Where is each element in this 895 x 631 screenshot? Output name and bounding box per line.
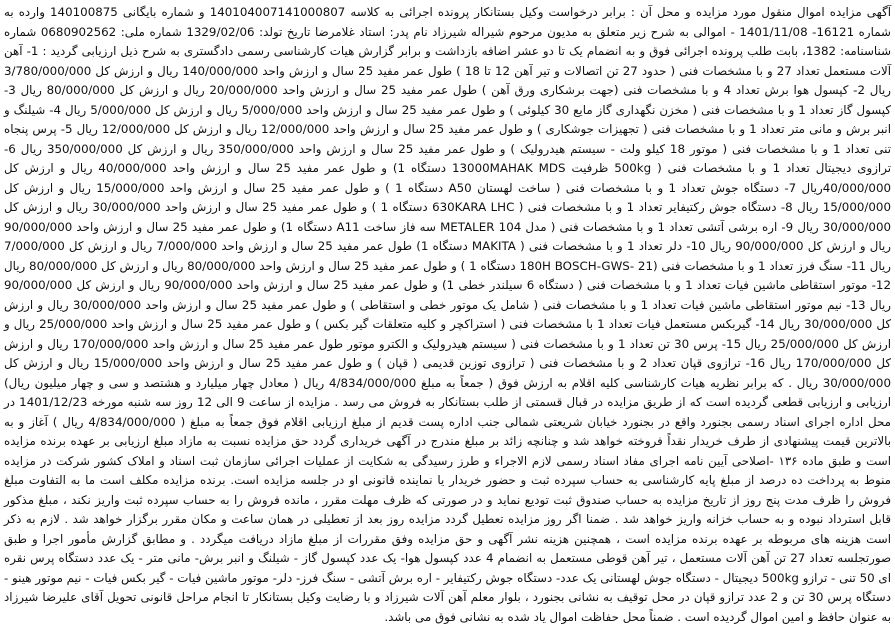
auction-notice-text: آگهی مزایده اموال منقول مورد مزایده و محل آن : برابر درخواست وکیل بستانکار پرونده اجرائی به کلاسه 140104007141000807 و شماره بایگانی 140100875 وارده به شماره 16121- 1401/11/08 - اموالی به شرح زیر متعلق به مدیون مرحوم شیراله شیرزاد نام پدر: استاد غلامرضا تاریخ تولد: 1329/02/06 شماره ملی: 0680902562 شماره شناسنامه: 1382، بابت طلب پرونده اجرائی فوق و به انضمام یک تا دو عشر اضافه بازداشت و برابر گزارش هیات کارشناسی رسمی دادگستری به شرح ذیل ارزیابی گردید : 1- آهن آلات مستعمل تعداد 27 و با مشخصات فنی ( حدود 27 تن اتصالات و تیر آهن 12 تا 18 ) طول عمر مفید 25 سال و ارزش واحد 140/000/000 ریال و ارزش کل 3/780/000/000 ریال 2- کپسول هوا برش تعداد 4 و با مشخصات فنی (جهت برشکاری ورق آهن ) طول عمر مفید 25 سال و ارزش واحد 20/000/000 ریال و ارزش کل 80/000/000 ریال 3- کپسول گاز تعداد 1 و با مشخصات فنی ( مخزن نگهداری گاز مایع 30 کیلوئی ) و طول عمر مفید 25 سال و ارزش واحد 5/000/000 ریال و ارزش کل 5/000/000 ریال 4- شیلنگ و انبر برش و مانی متر تعداد 1 و با مشخصات فنی ( تجهیزات جوشکاری ) و طول عمر مفید 25 سال و ارزش واحد 12/000/000 ریال و ارزش کل 12/000/000 ریال 5- پرس پنجاه تنی تعداد 1 و با مشخصات فنی ( موتور 18 کیلو ولت - سیستم هیدرولیک ) و طول عمر مفید 25 سال و ارزش واحد 350/000/000 ریال و ارزش کل 350/000/000 ریال 6- ترازوی دیجیتال تعداد 1 و با مشخصات فنی ( 500kg ظرفیت 13000MAHAK MDS دستگاه 1) و طول عمر مفید 25 سال و ارزش واحد 40/000/000 ریال و ارزش کل 40/000/000ریال 7- دستگاه جوش تعداد 1 و با مشخصات فنی ( ساخت لهستان A50 دستگاه 1 ) و طول عمر مفید 25 سال و ارزش واحد 15/000/000 ریال و ارزش کل 15/000/000 ریال 8- دستگاه جوش رکتیفایر تعداد 1 و با مشخصات فنی ( 630KARA LHC دستگاه 1 ) و طول عمر مفید 25 سال و ارزش واحد 30/000/000 ریال و ارزش کل 30/000/000 ریال 9- اره برشی آتشی تعداد 1 و با مشخصات فنی ( مدل 104 METALER سه فاز ساخت A11 دستگاه 1) و طول عمر مفید 25 سال و ارزش واحد 90/000/000 ریال و ارزش کل 90/000/000 ریال 10- دلر تعداد 1 و با مشخصات فنی ( MAKITA دستگاه 1) طول عمر مفید 25 سال و ارزش واحد 7/000/000 ریال و ارزش کل 7/000/000 ریال 11- سنگ فرز تعداد 1 و با مشخصات فنی (21 -180H BOSCH-GWS دستگاه 1 ) و طول عمر مفید 25 سال و ارزش واحد 80/000/000 ریال و ارزش کل 80/000/000 ریال 12- موتور استقاطی ماشین فیات تعداد 1 و با مشخصات فنی ( دستگاه 6 سیلندر خطی 1) و طول عمر مفید 25 سال و ارزش واحد 90/000/000 ریال و ارزش کل 90/000/000 ریال 13- نیم موتور استقاطی ماشین فیات تعداد 1 و با مشخصات فنی ( شامل یک موتور خطی و استقاطی ) و طول عمر مفید 25 سال و ارزش واحد 30/000/000 ریال و ارزش کل 30/000/000 ریال 14- گیربکس مستعمل فیات تعداد 1 با مشخصات فنی ( استراکچر و کلیه متعلقات گیر بکس ) و طول عمر مفید 25 سال و ارزش واحد 25/000/000 ریال و ارزش کل 25/000/000 ریال 15- پرس 30 تن تعداد 1 و با مشخصات فنی ( سیستم هیدرولیک و الکترو موتور طول عمر مفید 25 سال و ارزش واحد 170/000/000 ریال و ارزش کل 170/000/000 ریال 16- ترازوی قپان تعداد 2 و با مشخصات فنی ( ترازوی توزین قدیمی ( قپان ) و طول عمر مفید 25 سال و ارزش واحد 15/000/000 ریال و ارزش کل 30/000/000 ریال . که برابر نظریه هیات کارشناسی کلیه اقلام به ارزش فوق ( جمعاً به مبلغ 4/834/000/000 ریال ( معادل چهار میلیارد و هشتصد و سی و چهار میلیون ریال) ارزیابی و ارزیابی قطعی گردیده است که از طریق مزایده در قبال قسمتی از طلب بستانکار به فروش می رسد . مزایده از ساعت 9 الی 12 روز سه شنبه مورخه 1401/12/23 در محل اداره اجرای اسناد رسمی بجنورد واقع در بجنورد خیابان شریعتی شمالی جنب اداره پست قدیم از مبلغ ارزیابی اقلام فوق جمعاً به مبلغ ( 4/834/000/000 ریال ) آغاز و به بالاترین قیمت پیشنهادی از طرف خریدار نقداً فروخته خواهد شد و چنانچه زائد بر مبلغ مندرج در آگهی خریداری گردد حق مزایده نسبت به مازاد مبلغ ارزیابی بر عهده برنده مزایده است و طبق ماده ۱۳۶ -اصلاحی آیین نامه اجرای مفاد اسناد رسمی لازم الاجراء و طرز رسیدگی به شکایت از عملیات اجرائی سازمان ثبت اسناد و املاک کشور شرکت در مزایده منوط به پرداخت ده درصد از مبلغ پایه کارشناسی به حساب سپرده ثبت و حضور خریدار یا نماینده قانونی او در جلسه مزایده است. برنده مزایده مکلف است ما به التفاوت مبلغ فروش را ظرف مدت پنج روز از تاریخ مزایده به حساب صندوق ثبت تودیع نماید و در صورتی که ظرف مهلت مقرر ، مانده فروش را به حساب سپرده ثبت واریز نکند ، مبلغ مذکور قابل استرداد نبوده و به حساب خزانه واریز خواهد شد . ضمنا اگر روز مزایده تعطیل گردد مزایده روز بعد از تعطیلی در همان ساعت و مکان مقرر برگزار خواهد شد . لازم به ذکر است هزینه های مربوطه بر عهده برنده مزایده است ، همچنین هزینه نشر آگهی و حق مزایده وفق مقررات از مبلغ مازاد دریافت میگردد . و مطابق گزارش مأمور اجرا و طبق صورتجلسه تعداد 27 تن آهن آلات مستعمل ، تیر آهن قوطی مستعمل به انضمام 4 عدد کپسول هوا- یک عدد کپسول گاز - شیلنگ و انبر برش- مانی متر - یک عدد دستگاه پرس نقره ای 50 تنی - ترازو 500kg دیجیتال - دستگاه جوش لهستانی یک عدد- دستگاه جوش رکتیفایر - اره برش آتشی - سنگ فرز- دلر- موتور ماشین فیات - گیر بکس فیات - نیم موتور هینو - دستگاه پرس 30 تن و 2 عدد ترازو قپان در محل توقیف به نشانی بجنورد ، بلوار معلم آهن آلات شیرزاد و با رضایت وکیل بستانکار تا انجام مراحل قانونی تحویل آقای علیرضا شیرزاد به عنوان حافظ و امین اموال گردیده است . ضمناً محل حفاظت اموال یاد شده به نشانی فوق می باشد. xyxy=(4,5,892,624)
